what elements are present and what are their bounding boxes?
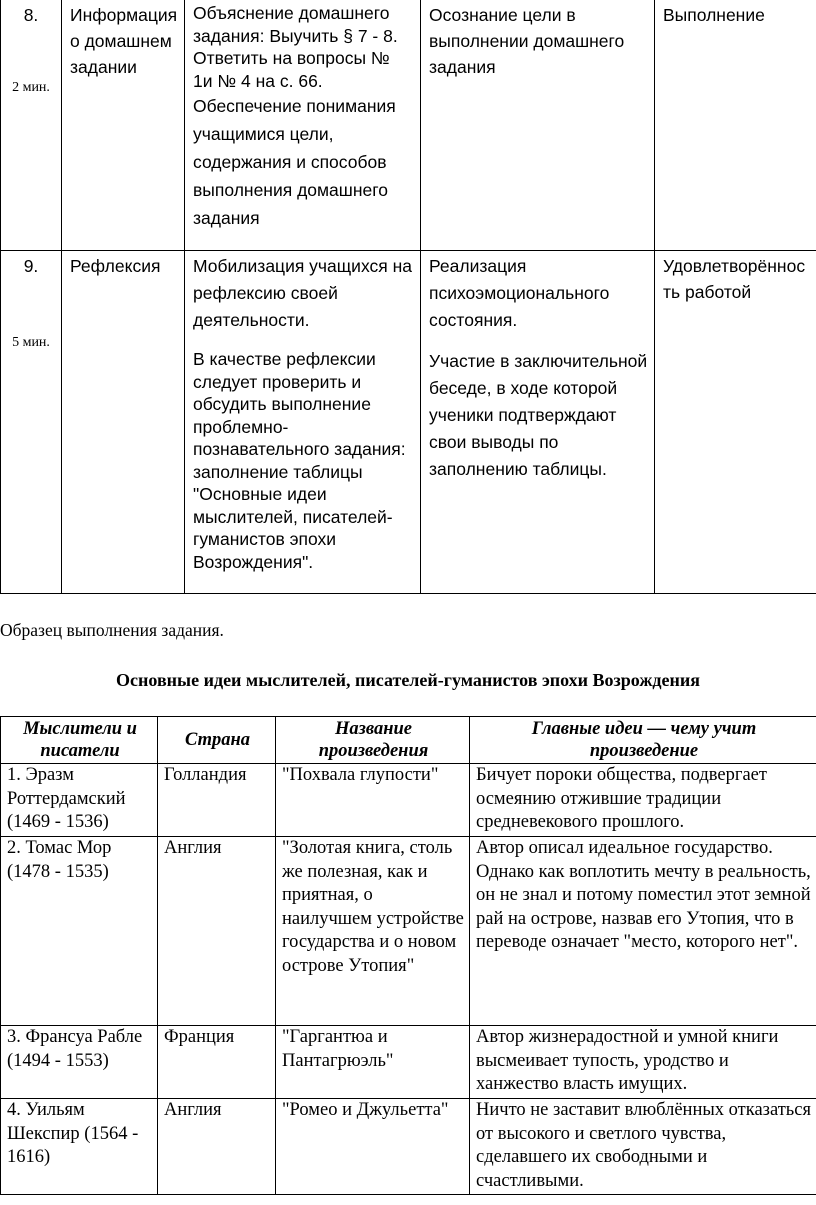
teacher-activity-line: Обеспечение понимания учащимися цели, содержания и способов выполнения домашнего задания <box>193 96 396 228</box>
student-activity: Осознание цели в выполнении домашнего задания <box>421 0 655 251</box>
teacher-activity-line: В качестве рефлексии следует проверить и обсудить выполнение проблемно-познавательного задания: заполнение таблицы "Основные идеи мыслителей, писателей-гуманистов эпохи Возрождения". <box>193 349 406 572</box>
teacher-activity-line: Объяснение домашнего задания: Выучить § 7 - 8. Ответить на вопросы № 1и № 4 на с. 66. <box>193 3 398 91</box>
table-row <box>1 1099 816 1195</box>
lesson-row <box>1 251 816 594</box>
work-cell: "Похвала глупости" <box>276 764 470 837</box>
stage-number-cell <box>1 251 62 594</box>
table-row <box>1 764 816 837</box>
work-cell: "Ромео и Джульетта" <box>276 1099 470 1195</box>
header-authors: Мыслители и писатели <box>1 717 158 764</box>
student-activity <box>421 251 655 594</box>
stage-number-cell <box>1 0 62 251</box>
ideas-header-row <box>1 717 816 764</box>
author-cell: 2. Томас Мор (1478 - 1535) <box>1 837 158 1026</box>
stage-result: Выполнение <box>655 0 816 251</box>
header-work: Название произведения <box>276 717 470 764</box>
table-row <box>1 837 816 1026</box>
country-cell: Англия <box>158 1099 276 1195</box>
ideas-table <box>0 716 816 1195</box>
work-cell: "Золотая книга, столь же полезная, как и приятная, о наилучшем устройстве государства и о новом острове Утопия" <box>276 837 470 1026</box>
author-cell: 4. Уильям Шекспир (1564 - 1616) <box>1 1099 158 1195</box>
stage-number: 9. <box>23 256 39 276</box>
teacher-activity <box>185 251 421 594</box>
stage-name: Рефлексия <box>62 251 185 594</box>
sample-caption: Образец выполнения задания. <box>0 620 224 640</box>
header-country: Страна <box>158 717 276 764</box>
teacher-activity-line: Мобилизация учащихся на рефлексию своей деятельности. <box>193 256 412 330</box>
author-cell: 3. Франсуа Рабле (1494 - 1553) <box>1 1026 158 1099</box>
table-row <box>1 1026 816 1099</box>
lesson-stages-table <box>0 0 816 594</box>
stage-duration: 2 мин. <box>12 80 50 95</box>
author-cell: 1. Эразм Роттердамский (1469 - 1536) <box>1 764 158 837</box>
stage-number: 8. <box>23 5 39 25</box>
country-cell: Франция <box>158 1026 276 1099</box>
student-activity-line: Реализация психоэмоционального состояния. <box>429 256 610 330</box>
work-cell: "Гаргантюа и Пантагрюэль" <box>276 1026 470 1099</box>
student-activity-line: Участие в заключительной беседе, в ходе которой ученики подтверждают свои выводы по заполнению таблицы. <box>429 351 648 479</box>
stage-result: Удовлетворённость работой <box>655 251 816 594</box>
header-ideas: Главные идеи — чему учит произведение <box>470 717 816 764</box>
country-cell: Голландия <box>158 764 276 837</box>
stage-duration: 5 мин. <box>12 335 50 350</box>
table-title: Основные идеи мыслителей, писателей-гуманистов эпохи Возрождения <box>116 670 700 690</box>
country-cell: Англия <box>158 837 276 1026</box>
lesson-row <box>1 0 816 251</box>
stage-name: Информация о домашнем задании <box>62 0 185 251</box>
idea-cell: Бичует пороки общества, подвергает осмеянию отжившие традиции средневекового прошлого. <box>470 764 816 837</box>
idea-cell: Автор описал идеальное государство. Однако как воплотить мечту в реальность, он не знал и потому поместил этот земной рай на острове, назвав его Утопия, что в переводе означает "место, которого нет". <box>470 837 816 1026</box>
teacher-activity <box>185 0 421 251</box>
idea-cell: Автор жизнерадостной и умной книги высмеивает тупость, уродство и ханжество власть имущих. <box>470 1026 816 1099</box>
idea-cell: Ничто не заставит влюблённых отказаться от высокого и светлого чувства, сделавшего их свободными и счастливыми. <box>470 1099 816 1195</box>
